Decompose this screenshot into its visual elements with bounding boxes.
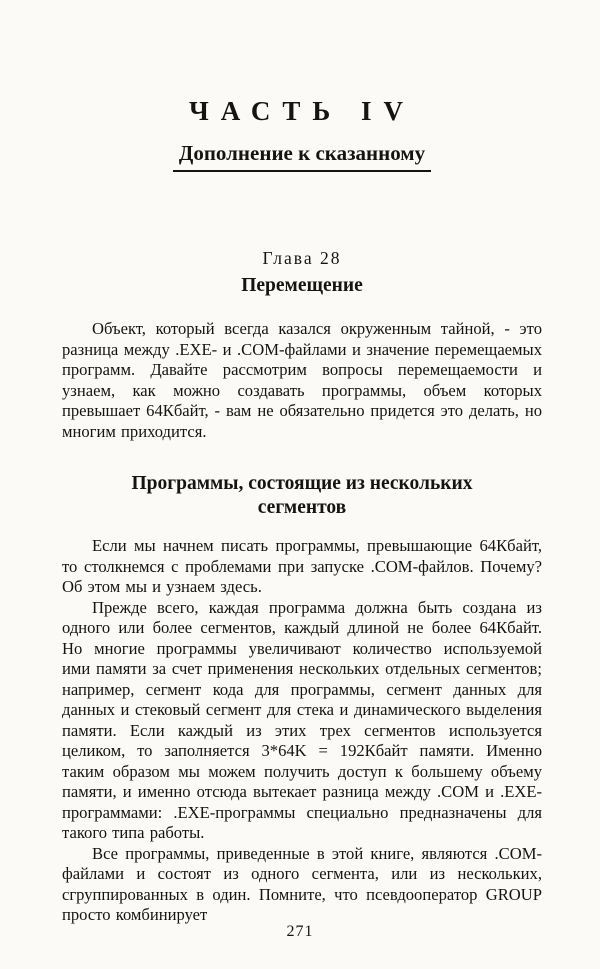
paragraph: Прежде всего, каждая программа должна быть создана из одного или более сегментов, каждый длиной не более 64Кбайт. Но многие программы увеличивают количество используемой ими памяти за счет применения нескольких отдельных сегментов; например, сегмент кода для программы, сегмент данных для данных и стековый сегмент для стека и динамического выделения памяти. Если каждый из этих трех сегментов используется целиком, то заполняется 3*64K = 192Кбайт памяти. Именно таким образом мы можем получить доступ к большему объему памяти, и именно отсюда вытекает разница между .COM и .EXE-программами: .EXE-программы специально предназначены для такого типа работы. <box>62 597 542 842</box>
paragraph: Если мы начнем писать программы, превышающие 64Кбайт, то столкнемся с проблемами при запуске .COM-файлов. Почему? Об этом мы и узнаем здесь. <box>62 536 542 596</box>
section-heading: Программы, состоящие из нескольких сегментов <box>131 473 473 518</box>
part-subtitle-wrap <box>62 141 542 172</box>
part-subtitle: Дополнение к сказанному <box>173 141 431 172</box>
chapter-label: Глава 28 <box>262 248 342 268</box>
page-number: 271 <box>286 923 314 940</box>
part-title: ЧАСТЬ IV <box>188 96 416 126</box>
intro-paragraph: Объект, который всегда казался окруженным тайной, - это разница между .EXE- и .COM-файлами и значение перемещаемых программ. Давайте рассмотрим вопросы перемещаемости и узнаем, как можно создавать программы, объем которых превышает 64Кбайт, - вам не обязательно придется это делать, но многим приходится. <box>62 319 542 441</box>
paragraph: Все программы, приведенные в этой книге, являются .COM-файлами и состоят из одного сегмента, или из нескольких, сгруппированных в один. Помните, что псевдооператор GROUP просто комбинирует <box>62 843 542 924</box>
chapter-title: Перемещение <box>241 275 363 296</box>
